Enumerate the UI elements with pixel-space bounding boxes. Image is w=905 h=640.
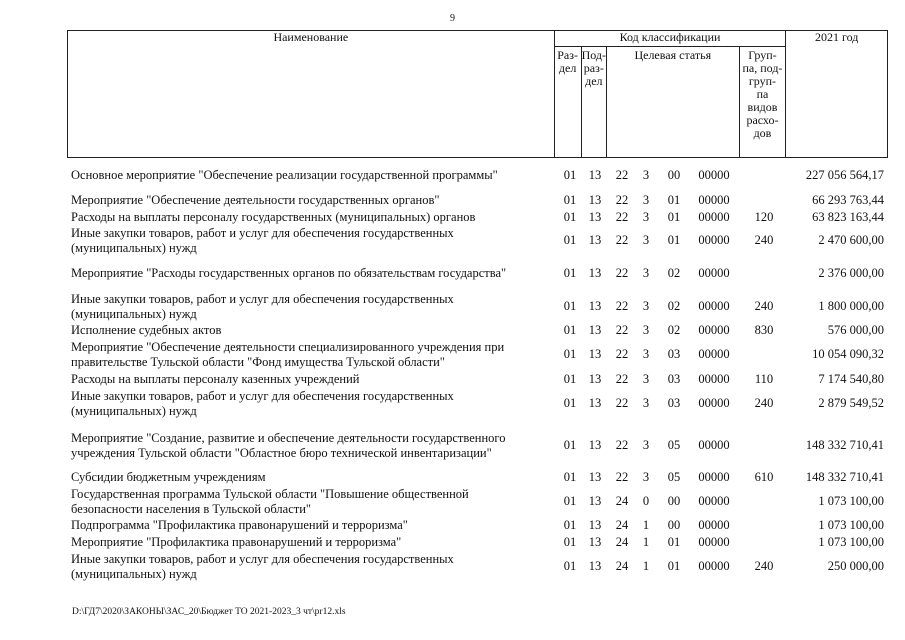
table-row (0, 487, 905, 517)
row-code-c4: 00000 (698, 438, 730, 452)
row-name: Исполнение судебных актов (71, 323, 222, 337)
row-code-c3: 01 (667, 193, 681, 207)
table-row (0, 552, 905, 582)
row-code-r: 01 (563, 266, 577, 280)
table-row (0, 323, 905, 338)
header-name: Наименование (68, 31, 555, 158)
row-code-c3: 05 (667, 438, 681, 452)
row-code-pr: 13 (588, 299, 602, 313)
row-code-r: 01 (563, 168, 577, 182)
row-code-pr: 13 (588, 470, 602, 484)
row-code-c3: 03 (667, 372, 681, 386)
row-code-c2: 3 (642, 193, 650, 207)
row-code-c2: 3 (642, 323, 650, 337)
row-code-c2: 3 (642, 438, 650, 452)
row-code-r: 01 (563, 372, 577, 386)
row-code-r: 01 (563, 210, 577, 224)
row-code-c2: 3 (642, 266, 650, 280)
row-amount: 250 000,00 (827, 559, 884, 573)
row-code-c1: 22 (615, 266, 629, 280)
row-name: Мероприятие "Создание, развитие и обеспечение деятельности государственного учреждения Тульской области "Областное бюро технической инвентаризации" (71, 431, 506, 460)
row-code-c1: 24 (615, 559, 629, 573)
table-row (0, 266, 905, 281)
table-row (0, 292, 905, 322)
row-amount: 2 376 000,00 (818, 266, 884, 280)
row-code-c4: 00000 (698, 266, 730, 280)
row-code-pr: 13 (588, 233, 602, 247)
row-code-c1: 22 (615, 193, 629, 207)
row-code-c1: 22 (615, 347, 629, 361)
row-code-c3: 01 (667, 535, 681, 549)
row-code-pr: 13 (588, 347, 602, 361)
row-code-c4: 00000 (698, 193, 730, 207)
row-code-pr: 13 (588, 438, 602, 452)
row-code-c2: 3 (642, 299, 650, 313)
row-code-c2: 0 (642, 494, 650, 508)
row-code-c3: 00 (667, 494, 681, 508)
row-code-pr: 13 (588, 266, 602, 280)
row-name: Мероприятие "Обеспечение деятельности государственных органов" (71, 193, 440, 207)
row-code-c3: 01 (667, 210, 681, 224)
row-code-c4: 00000 (698, 470, 730, 484)
row-code-r: 01 (563, 518, 577, 532)
row-code-c2: 3 (642, 347, 650, 361)
row-code-c3: 00 (667, 518, 681, 532)
row-amount: 7 174 540,80 (818, 372, 884, 386)
row-code-c1: 24 (615, 535, 629, 549)
header-vid-group: Груп- па, под- груп- па видов расхо- дов (739, 47, 786, 158)
table-row (0, 535, 905, 550)
row-code-pr: 13 (588, 494, 602, 508)
table-row (0, 470, 905, 485)
row-code-c1: 22 (615, 210, 629, 224)
row-code-c2: 3 (642, 372, 650, 386)
row-code-c2: 1 (642, 518, 650, 532)
row-code-c1: 22 (615, 168, 629, 182)
row-code-vr: 240 (754, 396, 774, 410)
row-name: Расходы на выплаты персоналу государственных (муниципальных) органов (71, 210, 476, 224)
row-code-r: 01 (563, 396, 577, 410)
row-name: Иные закупки товаров, работ и услуг для обеспечения государственных (муниципальных) нужд (71, 389, 454, 418)
row-code-c4: 00000 (698, 518, 730, 532)
row-code-c3: 00 (667, 168, 681, 182)
row-amount: 576 000,00 (827, 323, 884, 337)
row-code-c3: 05 (667, 470, 681, 484)
row-code-c4: 00000 (698, 494, 730, 508)
row-code-pr: 13 (588, 323, 602, 337)
table-row (0, 226, 905, 256)
row-code-c3: 02 (667, 323, 681, 337)
row-code-pr: 13 (588, 559, 602, 573)
row-code-vr: 610 (754, 470, 774, 484)
row-code-c2: 1 (642, 559, 650, 573)
page-number: 9 (450, 13, 455, 24)
row-name: Государственная программа Тульской области "Повышение общественной безопасности населения в Тульской области" (71, 487, 469, 516)
row-amount: 2 470 600,00 (818, 233, 884, 247)
row-code-pr: 13 (588, 193, 602, 207)
row-code-c3: 01 (667, 233, 681, 247)
row-code-c1: 24 (615, 494, 629, 508)
row-name: Мероприятие "Обеспечение деятельности специализированного учреждения при правительстве Тульской области "Фонд имущества Тульской области" (71, 340, 505, 369)
row-code-c1: 22 (615, 470, 629, 484)
row-name: Субсидии бюджетным учреждениям (71, 470, 266, 484)
row-amount: 227 056 564,17 (805, 168, 884, 182)
row-code-r: 01 (563, 559, 577, 573)
row-name: Мероприятие "Расходы государственных органов по обязательствам государства" (71, 266, 507, 280)
row-code-r: 01 (563, 535, 577, 549)
row-code-pr: 13 (588, 518, 602, 532)
row-code-c3: 02 (667, 299, 681, 313)
table-row (0, 518, 905, 533)
table-row (0, 340, 905, 370)
footer-file-path: D:\ГД7\2020\ЗАКОНЫ\ЗАС_20\Бюджет ТО 2021-2023_3 чт\pr12.xls (72, 607, 346, 617)
row-name: Иные закупки товаров, работ и услуг для обеспечения государственных (муниципальных) нужд (71, 552, 454, 581)
row-code-r: 01 (563, 299, 577, 313)
row-code-c2: 3 (642, 168, 650, 182)
row-code-c2: 1 (642, 535, 650, 549)
table-row (0, 193, 905, 208)
row-code-c4: 00000 (698, 347, 730, 361)
row-code-c2: 3 (642, 210, 650, 224)
header-year: 2021 год (786, 31, 888, 158)
table-row (0, 168, 905, 183)
row-code-vr: 110 (754, 372, 774, 386)
row-code-c3: 01 (667, 559, 681, 573)
row-code-c1: 22 (615, 396, 629, 410)
row-code-r: 01 (563, 470, 577, 484)
row-code-r: 01 (563, 323, 577, 337)
row-code-r: 01 (563, 233, 577, 247)
row-code-c3: 03 (667, 396, 681, 410)
row-amount: 66 293 763,44 (812, 193, 884, 207)
row-code-c1: 22 (615, 299, 629, 313)
row-code-pr: 13 (588, 535, 602, 549)
table-row (0, 389, 905, 419)
row-amount: 148 332 710,41 (805, 470, 884, 484)
row-code-vr: 240 (754, 559, 774, 573)
row-code-r: 01 (563, 438, 577, 452)
table-row (0, 210, 905, 225)
header-code-group: Код классификации (554, 31, 786, 47)
table-row (0, 431, 905, 461)
table-row (0, 372, 905, 387)
row-code-c4: 00000 (698, 299, 730, 313)
header-target-article: Целевая статья (607, 47, 739, 158)
row-code-c1: 22 (615, 372, 629, 386)
row-code-pr: 13 (588, 168, 602, 182)
row-name: Иные закупки товаров, работ и услуг для обеспечения государственных (муниципальных) нужд (71, 226, 454, 255)
row-name: Иные закупки товаров, работ и услуг для обеспечения государственных (муниципальных) нужд (71, 292, 454, 321)
row-code-c4: 00000 (698, 535, 730, 549)
row-code-c2: 3 (642, 233, 650, 247)
row-name: Основное мероприятие "Обеспечение реализации государственной программы" (71, 168, 498, 182)
header-podrazdel: Под- раз- дел (581, 47, 606, 158)
row-code-c1: 22 (615, 233, 629, 247)
row-code-vr: 830 (754, 323, 774, 337)
row-code-c4: 00000 (698, 559, 730, 573)
row-code-c4: 00000 (698, 396, 730, 410)
row-code-r: 01 (563, 494, 577, 508)
row-code-vr: 240 (754, 299, 774, 313)
row-code-c4: 00000 (698, 233, 730, 247)
row-amount: 148 332 710,41 (805, 438, 884, 452)
row-code-c4: 00000 (698, 372, 730, 386)
row-code-r: 01 (563, 347, 577, 361)
row-code-c1: 22 (615, 323, 629, 337)
row-code-pr: 13 (588, 210, 602, 224)
row-code-c3: 02 (667, 266, 681, 280)
row-name: Расходы на выплаты персоналу казенных учреждений (71, 372, 360, 386)
row-code-c4: 00000 (698, 168, 730, 182)
row-code-c3: 03 (667, 347, 681, 361)
header-razdel: Раз- дел (554, 47, 581, 158)
row-amount: 1 073 100,00 (818, 535, 884, 549)
row-amount: 1 073 100,00 (818, 494, 884, 508)
row-code-pr: 13 (588, 372, 602, 386)
row-name: Мероприятие "Профилактика правонарушений и терроризма" (71, 535, 402, 549)
row-amount: 63 823 163,44 (812, 210, 884, 224)
row-amount: 2 879 549,52 (818, 396, 884, 410)
row-amount: 10 054 090,32 (812, 347, 884, 361)
row-code-c2: 3 (642, 470, 650, 484)
row-amount: 1 073 100,00 (818, 518, 884, 532)
row-name: Подпрограмма "Профилактика правонарушений и терроризма" (71, 518, 408, 532)
row-code-pr: 13 (588, 396, 602, 410)
row-code-vr: 240 (754, 233, 774, 247)
row-code-r: 01 (563, 193, 577, 207)
row-code-vr: 120 (754, 210, 774, 224)
row-code-c4: 00000 (698, 210, 730, 224)
row-code-c2: 3 (642, 396, 650, 410)
row-code-c1: 24 (615, 518, 629, 532)
row-code-c4: 00000 (698, 323, 730, 337)
row-code-c1: 22 (615, 438, 629, 452)
row-amount: 1 800 000,00 (818, 299, 884, 313)
